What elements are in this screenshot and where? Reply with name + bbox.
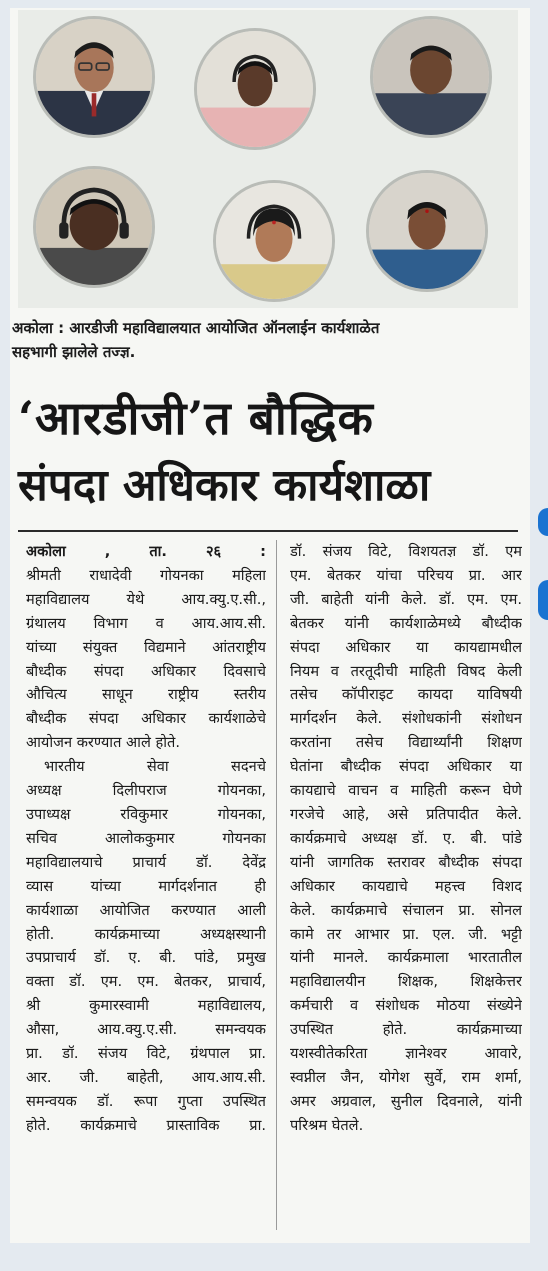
text-line: तसेच कॉपीराइट कायदा याविषयी	[290, 686, 522, 704]
text-line: भारतीय सेवा सदनचे	[44, 758, 266, 776]
photo-caption	[12, 316, 524, 364]
dateline-date-label: ता.	[149, 543, 167, 560]
text-line: आयोजन करण्यात आले होते.	[26, 734, 180, 752]
text-line: कामे तर आभार प्रा. एल. जी. भट्टी	[290, 925, 522, 943]
text-line: अधिकार कायद्याचे महत्त्व विशद	[290, 877, 522, 895]
text-line: केले. कार्यक्रमाचे संचालन प्रा. सोनल	[290, 901, 522, 919]
text-line: श्रीमती राधादेवी गोयनका महिला	[26, 566, 266, 584]
dateline	[26, 540, 266, 564]
text-line: यांच्या संयुक्त विद्यमाने आंतराष्ट्रीय	[26, 638, 266, 656]
text-line: कायद्याचे वाचन व माहिती करून घेणे	[290, 782, 522, 800]
text-line: उपस्थित होते. कार्यक्रमाच्या	[290, 1021, 522, 1039]
text-line: डॉ. संजय विटे, विशयतज्ञ डॉ. एम	[290, 543, 522, 560]
text-line: यशस्वीतेकरिता ज्ञानेश्वर आवारे,	[290, 1045, 522, 1063]
text-line: कार्यक्रमाचे अध्यक्ष डॉ. ए. बी. पांडे	[290, 829, 522, 847]
photo-caption-line-1: अकोला : आरडीजी महाविद्यालयात आयोजित ऑनलाईन कार्यशाळेत	[12, 319, 380, 337]
text-line: आर. जी. बाहेती, आय.आय.सी.	[26, 1068, 266, 1086]
text-line: बेतकर यांनी कार्यशाळेमध्ये बौध्दीक	[290, 614, 522, 632]
text-line: कर्मचारी व संशोधक मोठया संख्येने	[290, 997, 522, 1015]
photo-caption-line-2: सहभागी झालेले तज्ज्ञ.	[12, 343, 136, 361]
headline-line-2: संपदा अधिकार कार्यशाळा	[18, 460, 431, 511]
text-line: उपप्राचार्य डॉ. ए. बी. पांडे, प्रमुख	[26, 949, 266, 967]
dateline-date: २६	[205, 543, 222, 560]
text-line: महाविद्यालयीन शिक्षक, शिक्षकेत्तर	[290, 973, 522, 991]
text-line: समन्वयक डॉ. रूपा गुप्ता उपस्थित	[26, 1092, 266, 1110]
dateline-colon: :	[260, 543, 266, 560]
photo-collage	[18, 10, 518, 308]
article-column-right	[290, 540, 522, 1138]
article-column-left	[26, 540, 266, 1138]
portrait-3	[370, 16, 492, 138]
text-line: कार्यशाळा आयोजित करण्यात आली	[26, 901, 266, 919]
text-line: संपदा अधिकार या कायद्यामधील	[290, 638, 522, 656]
text-line: होती. कार्यक्रमाच्या अध्यक्षस्थानी	[26, 925, 266, 943]
text-line: घेतांना बौध्दीक संपदा अधिकार या	[290, 758, 522, 776]
portrait-4	[33, 166, 155, 288]
text-line: अमर अग्रवाल, सुनील दिवनाले, यांनी	[290, 1092, 522, 1110]
text-line: श्री कुमारस्वामी महाविद्यालय,	[26, 997, 266, 1015]
text-line: जी. बाहेती यांनी केले. डॉ. एम. एम.	[290, 590, 522, 608]
portrait-6	[366, 170, 488, 292]
text-line: मार्गदर्शन केले. संशोधकांनी संशोधन	[290, 710, 522, 728]
text-line: महाविद्यालय येथे आय.क्यु.ए.सी.,	[26, 590, 266, 608]
text-line: यांनी जागतिक स्तरावर बौध्दीक संपदा	[290, 853, 522, 871]
column-divider	[276, 540, 277, 1230]
portrait-2	[194, 28, 316, 150]
dateline-sep: ,	[104, 543, 111, 560]
text-line: स्वप्नील जैन, योगेश सुर्वे, राम शर्मा,	[290, 1068, 522, 1086]
text-line: बौध्दीक संपदा अधिकार दिवसाचे	[26, 662, 266, 680]
portrait-1	[33, 16, 155, 138]
text-line: उपाध्यक्ष रविकुमार गोयनका,	[26, 805, 266, 823]
text-line: महाविद्यालयाचे प्राचार्य डॉ. देवेंद्र	[26, 853, 266, 871]
text-line: वक्ता डॉ. एम. एम. बेतकर, प्राचार्य,	[26, 973, 266, 991]
headline-divider	[18, 530, 518, 532]
text-line: सचिव आलोककुमार गोयनका	[26, 829, 266, 847]
text-line: प्रा. डॉ. संजय विटे, ग्रंथपाल प्रा.	[26, 1045, 266, 1063]
edge-tab	[538, 580, 548, 620]
text-line: करतांना तसेच विद्यार्थ्यांनी शिक्षण	[290, 734, 522, 752]
text-line: ग्रंथालय विभाग व आय.आय.सी.	[26, 614, 266, 632]
text-line: बौध्दीक संपदा अधिकार कार्यशाळेचे	[26, 710, 266, 728]
text-line: यांनी मानले. कार्यक्रमाला भारतातील	[290, 949, 522, 967]
text-line: एम. बेतकर यांचा परिचय प्रा. आर	[290, 566, 522, 584]
text-line: परिश्रम घेतले.	[290, 1116, 364, 1134]
text-line: औसा, आय.क्यु.ए.सी. समन्वयक	[26, 1021, 266, 1039]
edge-tab	[538, 508, 548, 536]
portrait-5	[213, 180, 335, 302]
text-line: व्यास यांच्या मार्गदर्शनात ही	[26, 877, 266, 895]
text-line: गरजेचे आहे, असे प्रतिपादीत केले.	[290, 805, 522, 823]
text-line: नियम व तरतूदीची माहिती विषद केली	[290, 662, 522, 680]
dateline-place: अकोला	[26, 543, 66, 560]
headline-line-1: ‘आरडीजी’त बौद्धिक	[18, 391, 374, 445]
text-line: होते. कार्यक्रमाचे प्रास्ताविक प्रा.	[26, 1116, 266, 1134]
text-line: औचित्य साधून राष्ट्रीय स्तरीय	[26, 686, 266, 704]
text-line: अध्यक्ष दिलीपराज गोयनका,	[26, 782, 266, 800]
